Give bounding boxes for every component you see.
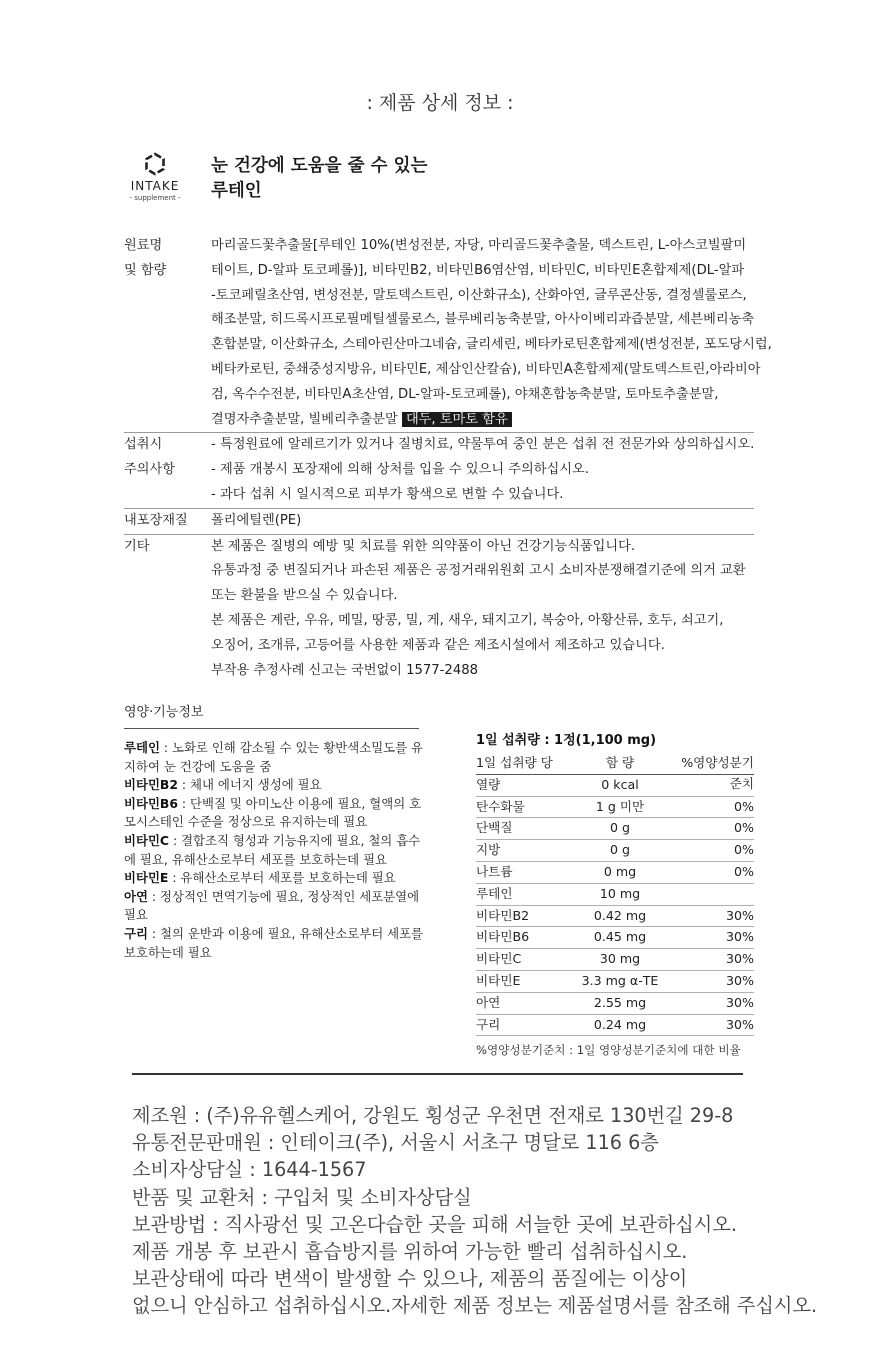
table-row bbox=[476, 1015, 754, 1037]
packaging-value: 폴리에틸렌(PE) bbox=[211, 512, 302, 528]
nutrient-percent: 30% bbox=[726, 907, 754, 923]
hexagon-logo-icon bbox=[144, 152, 166, 176]
nutrient-amount: 0 kcal bbox=[601, 776, 639, 792]
nutrient-percent: 30% bbox=[726, 994, 754, 1010]
function-name: 비타민B6 bbox=[124, 795, 178, 811]
table-row bbox=[476, 906, 754, 928]
function-item bbox=[124, 925, 424, 962]
nutrient-name: 구리 bbox=[476, 1016, 501, 1032]
info-row-packaging bbox=[124, 509, 754, 535]
brand-logo bbox=[124, 152, 186, 202]
serving-size: 1일 섭취량 : 1정(1,100 mg) bbox=[476, 733, 657, 748]
nutrient-percent: 30% bbox=[726, 951, 754, 967]
ingredients-line: -토코페릴초산염, 변성전분, 말토덱스트린, 이산화규소), 산화아연, 글루콘산동, 결정셀룰로스, bbox=[211, 287, 747, 303]
ingredients-line: 베타카로틴, 중쇄중성지방유, 비타민E, 제삼인산칼슘), 비타민A혼합제제(말토덱스트린,아라비아 bbox=[211, 361, 761, 377]
nutrient-name: 비타민B2 bbox=[476, 907, 530, 923]
info-row-ingredients bbox=[124, 234, 772, 433]
ingredients-label bbox=[124, 234, 211, 432]
function-item bbox=[124, 888, 424, 925]
function-item bbox=[124, 739, 424, 776]
table-row bbox=[476, 797, 754, 819]
table-row bbox=[476, 775, 754, 797]
table-row bbox=[476, 840, 754, 862]
function-desc: : 결합조직 형성과 기능유지에 필요, 철의 흡수에 필요, 유해산소로부터 세포를 보호하는데 필요 bbox=[124, 832, 421, 867]
caution-line: - 과다 섭취 시 일시적으로 피부가 황색으로 변할 수 있습니다. bbox=[211, 486, 564, 502]
ingredients-line: 혼합분말, 이산화규소, 스테아린산마그네슘, 글리세린, 베타카로틴혼합제제(변성전분, 포도당시럽, bbox=[211, 337, 772, 353]
headline-line-1: 눈 건강에 도움을 줄 수 있는 bbox=[211, 156, 428, 176]
etc-line: 본 제품은 계란, 우유, 메밀, 땅콩, 밀, 게, 새우, 돼지고기, 복숭아, 아황산류, 호두, 쇠고기, bbox=[211, 612, 724, 628]
info-row-etc bbox=[124, 535, 754, 684]
function-name: 루테인 bbox=[124, 740, 160, 755]
brand-name: INTAKE bbox=[130, 179, 180, 193]
function-name: 비타민B2 bbox=[124, 777, 178, 793]
storage-line: 보관방법 : 직사광선 및 고온다습한 곳을 피해 서늘한 곳에 보관하십시오. bbox=[132, 1212, 737, 1236]
table-row bbox=[476, 927, 754, 949]
function-desc: : 노화로 인해 감소될 수 있는 황반색소밀도를 유지하여 눈 건강에 도움을 줌 bbox=[124, 740, 424, 774]
nutrient-name: 루테인 bbox=[476, 885, 513, 901]
nutrient-name: 비타민C bbox=[476, 951, 522, 967]
caution-value bbox=[211, 433, 754, 507]
nutrient-amount: 30 mg bbox=[599, 951, 641, 967]
nutrient-percent: 0% bbox=[734, 863, 754, 879]
nutrient-amount: 0 g bbox=[609, 842, 630, 858]
nutrient-amount: 2.55 mg bbox=[593, 994, 647, 1010]
nutrition-footnote: %영양성분기준치 : 1일 영양성분기준치에 대한 비율 bbox=[476, 1043, 741, 1058]
nutrient-amount: 1 g 미만 bbox=[595, 798, 645, 814]
table-row bbox=[476, 862, 754, 884]
nutrition-title: 영양·기능정보 bbox=[124, 705, 204, 720]
function-item bbox=[124, 832, 424, 869]
ingredients-line: 테이트, D-알파 토코페롤)], 비타민B2, 비타민B6염산염, 비타민C, 비타민E혼합제제(DL-알파 bbox=[211, 262, 745, 278]
packaging-label: 내포장재질 bbox=[124, 512, 188, 528]
nutrient-percent: 0% bbox=[734, 842, 754, 858]
nutrient-name: 비타민B6 bbox=[476, 929, 530, 945]
ingredients-line: 마리골드꽃추출물[루테인 10%(변성전분, 자당, 마리골드꽃추출물, 덱스트린, L-아스코빌팔미 bbox=[211, 238, 747, 253]
nutrient-name: 지방 bbox=[476, 842, 501, 858]
storage-line: 보관상태에 따라 변색이 발생할 수 있으나, 제품의 품질에는 이상이 bbox=[132, 1267, 688, 1291]
section-divider bbox=[132, 1073, 743, 1075]
header-per-serving: 1일 섭취량 당 bbox=[476, 755, 553, 770]
etc-line: 또는 환불을 받으실 수 있습니다. bbox=[211, 588, 398, 604]
ingredients-line: 해조분말, 히드록시프로필메틸셀룰로스, 블루베리농축분말, 아사이베리과즙분말, 세븐베리농축 bbox=[211, 312, 755, 328]
customer-center-line: 소비자상담실 : 1644-1567 bbox=[132, 1158, 367, 1182]
function-list bbox=[124, 739, 424, 962]
nutrient-percent bbox=[670, 884, 754, 905]
etc-line: 본 제품은 질병의 예방 및 치료를 위한 의약품이 아닌 건강기능식품입니다. bbox=[211, 538, 636, 554]
table-row bbox=[476, 818, 754, 840]
manufacturer-info bbox=[132, 1102, 852, 1320]
product-info-table bbox=[124, 234, 772, 683]
table-row bbox=[476, 971, 754, 993]
brand-subtitle: - supplement - bbox=[129, 194, 181, 202]
table-row bbox=[476, 949, 754, 971]
nutrient-amount: 10 mg bbox=[599, 885, 641, 901]
nutrient-amount: 0.42 mg bbox=[593, 907, 647, 923]
product-headline bbox=[211, 154, 427, 204]
nutrient-percent: 30% bbox=[726, 1016, 754, 1032]
table-row bbox=[476, 884, 754, 906]
ingredients-last-line bbox=[211, 408, 772, 433]
function-desc: : 유해산소로부터 세포를 보호하는데 필요 bbox=[168, 870, 396, 886]
nutrient-amount: 3.3 mg α-TE bbox=[581, 972, 659, 988]
page-title: : 제품 상세 정보 : bbox=[366, 92, 514, 114]
etc-label: 기타 bbox=[124, 538, 150, 554]
storage-line: 제품 개봉 후 보관시 흡습방지를 위하여 가능한 빨리 섭취하십시오. bbox=[132, 1240, 688, 1264]
function-item bbox=[124, 795, 424, 832]
nutrient-name: 아연 bbox=[476, 994, 501, 1010]
ingredients-value bbox=[211, 234, 772, 432]
function-item bbox=[124, 869, 424, 888]
ingredients-label-line-2: 및 함량 bbox=[124, 262, 167, 278]
nutrient-amount: 0 g bbox=[609, 820, 630, 836]
function-name: 비타민C bbox=[124, 832, 170, 848]
function-desc: : 단백질 및 아미노산 이용에 필요, 혈액의 호모시스테인 수준을 정상으로 유지하는데 필요 bbox=[124, 795, 422, 830]
nutrient-amount: 0 mg bbox=[603, 863, 637, 879]
nutrient-name: 나트륨 bbox=[476, 863, 513, 879]
nutrient-amount: 0.24 mg bbox=[593, 1016, 647, 1032]
function-item bbox=[124, 776, 424, 795]
function-name: 비타민E bbox=[124, 870, 169, 886]
nutrient-name: 단백질 bbox=[476, 820, 513, 836]
caution-line: - 제품 개봉시 포장재에 의해 상처를 입을 수 있으니 주의하십시오. bbox=[211, 462, 589, 478]
caution-label-line-1: 섭취시 bbox=[124, 437, 163, 453]
nutrition-title-underline bbox=[124, 728, 419, 729]
caution-label bbox=[124, 433, 211, 507]
nutrient-amount: 0.45 mg bbox=[593, 929, 647, 945]
allergen-badge: 대두, 토마토 함유 bbox=[402, 412, 512, 427]
nutrient-name: 탄수화물 bbox=[476, 798, 525, 814]
distributor-line: 유통전문판매원 : 인테이크(주), 서울시 서초구 명달로 116 6층 bbox=[132, 1131, 659, 1155]
caution-label-line-2: 주의사항 bbox=[124, 462, 175, 478]
nutrient-percent: 0% bbox=[734, 798, 754, 814]
function-desc: : 철의 운반과 이용에 필요, 유해산소로부터 세포를 보호하는데 필요 bbox=[124, 925, 424, 960]
ingredients-label-line-1: 원료명 bbox=[124, 238, 163, 253]
nutrient-name: 열량 bbox=[476, 776, 501, 792]
ingredients-line: 결명자추출분말, 빌베리추출분말 bbox=[211, 411, 398, 427]
nutrient-percent: 30% bbox=[726, 929, 754, 945]
function-desc: : 정상적인 면역기능에 필요, 정상적인 세포분열에 필요 bbox=[124, 888, 420, 923]
function-desc: : 체내 에너지 생성에 필요 bbox=[177, 777, 322, 793]
function-name: 아연 bbox=[124, 888, 148, 904]
table-row bbox=[476, 993, 754, 1015]
info-row-caution bbox=[124, 433, 754, 508]
nutrition-facts-table bbox=[476, 731, 754, 1058]
etc-line: 부작용 추정사례 신고는 국번없이 1577-2488 bbox=[211, 662, 478, 678]
ingredients-line: 검, 옥수수전분, 비타민A초산염, DL-알파-토코페롤), 야채혼합농축분말, 토마토추출분말, bbox=[211, 386, 719, 402]
function-name: 구리 bbox=[124, 925, 148, 941]
etc-line: 오징어, 조개류, 고등어를 사용한 제품과 같은 제조시설에서 제조하고 있습니다. bbox=[211, 637, 665, 653]
manufacturer-line: 제조원 : (주)유유헬스케어, 강원도 횡성군 우천면 전재로 130번길 29-8 bbox=[132, 1104, 734, 1127]
header-amount: 함 량 bbox=[605, 755, 635, 770]
nutrient-name: 비타민E bbox=[476, 972, 521, 988]
headline-line-2: 루테인 bbox=[211, 181, 262, 201]
caution-line: - 특정원료에 알레르기가 있거나 질병치료, 약물투여 중인 분은 섭취 전 전문가와 상의하십시오. bbox=[211, 437, 755, 453]
storage-line: 없으니 안심하고 섭취하십시오.자세한 제품 정보는 제품설명서를 참조해 주십시오. bbox=[132, 1294, 818, 1318]
nutrient-percent: 30% bbox=[726, 972, 754, 988]
etc-line: 유통과정 중 변질되거나 파손된 제품은 공정거래위원회 고시 소비자분쟁해결기준에 의거 교환 bbox=[211, 563, 746, 579]
nutrient-percent: 0% bbox=[734, 820, 754, 836]
etc-value bbox=[211, 535, 754, 684]
header-daily-value: %영양성분기준치 bbox=[681, 755, 754, 791]
nutrient-percent bbox=[670, 775, 754, 796]
return-line: 반품 및 교환처 : 구입처 및 소비자상담실 bbox=[132, 1185, 472, 1209]
